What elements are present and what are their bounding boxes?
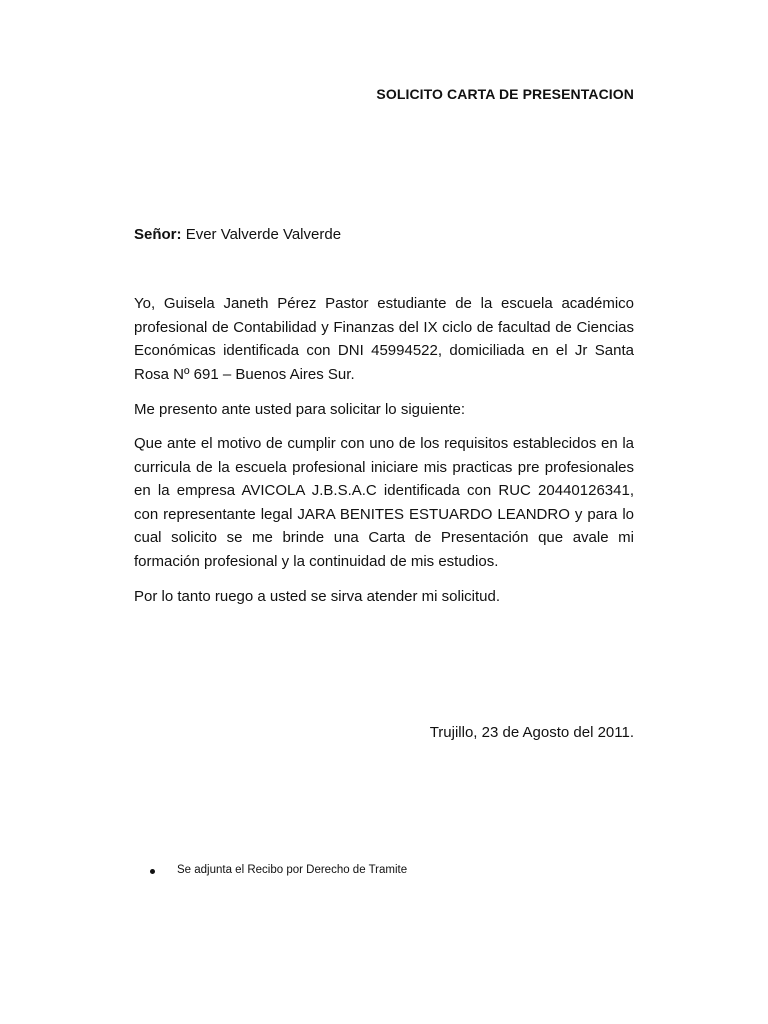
addressee-line xyxy=(134,226,341,243)
attachment-text: Se adjunta el Recibo por Derecho de Tramite xyxy=(177,864,408,876)
addressee-label: Señor: xyxy=(134,226,182,243)
bullet-icon xyxy=(150,869,155,874)
paragraph-closing: Por lo tanto ruego a usted se sirva atender mi solicitud. xyxy=(134,588,501,605)
attachment-item xyxy=(150,864,407,876)
paragraph-request-detail: Que ante el motivo de cumplir con uno de los requisitos establecidos en la curricula de la escuela profesional iniciare mis practicas pre profesionales en la empresa AVICOLA J.B.S.A.C identificada con RUC 20440126341, con representante legal JARA BENITES ESTUARDO LEANDRO y para lo cual solicito se me brinde una Carta de Presentación que avale mi formación profesional y la continuidad de mis estudios. xyxy=(134,435,634,570)
date-line: Trujillo, 23 de Agosto del 2011. xyxy=(429,724,634,741)
document-title: SOLICITO CARTA DE PRESENTACION xyxy=(376,86,634,102)
paragraph-introduction: Yo, Guisela Janeth Pérez Pastor estudiante de la escuela académico profesional de Contabilidad y Finanzas del IX ciclo de facultad de Ciencias Económicas identificada con DNI 45994522, domiciliada en el Jr Santa Rosa Nº 691 – Buenos Aires Sur. xyxy=(134,295,634,383)
paragraph-request-intro: Me presento ante usted para solicitar lo siguiente: xyxy=(134,401,466,418)
attachments-list xyxy=(150,864,407,876)
addressee-name: Ever Valverde Valverde xyxy=(185,226,342,243)
